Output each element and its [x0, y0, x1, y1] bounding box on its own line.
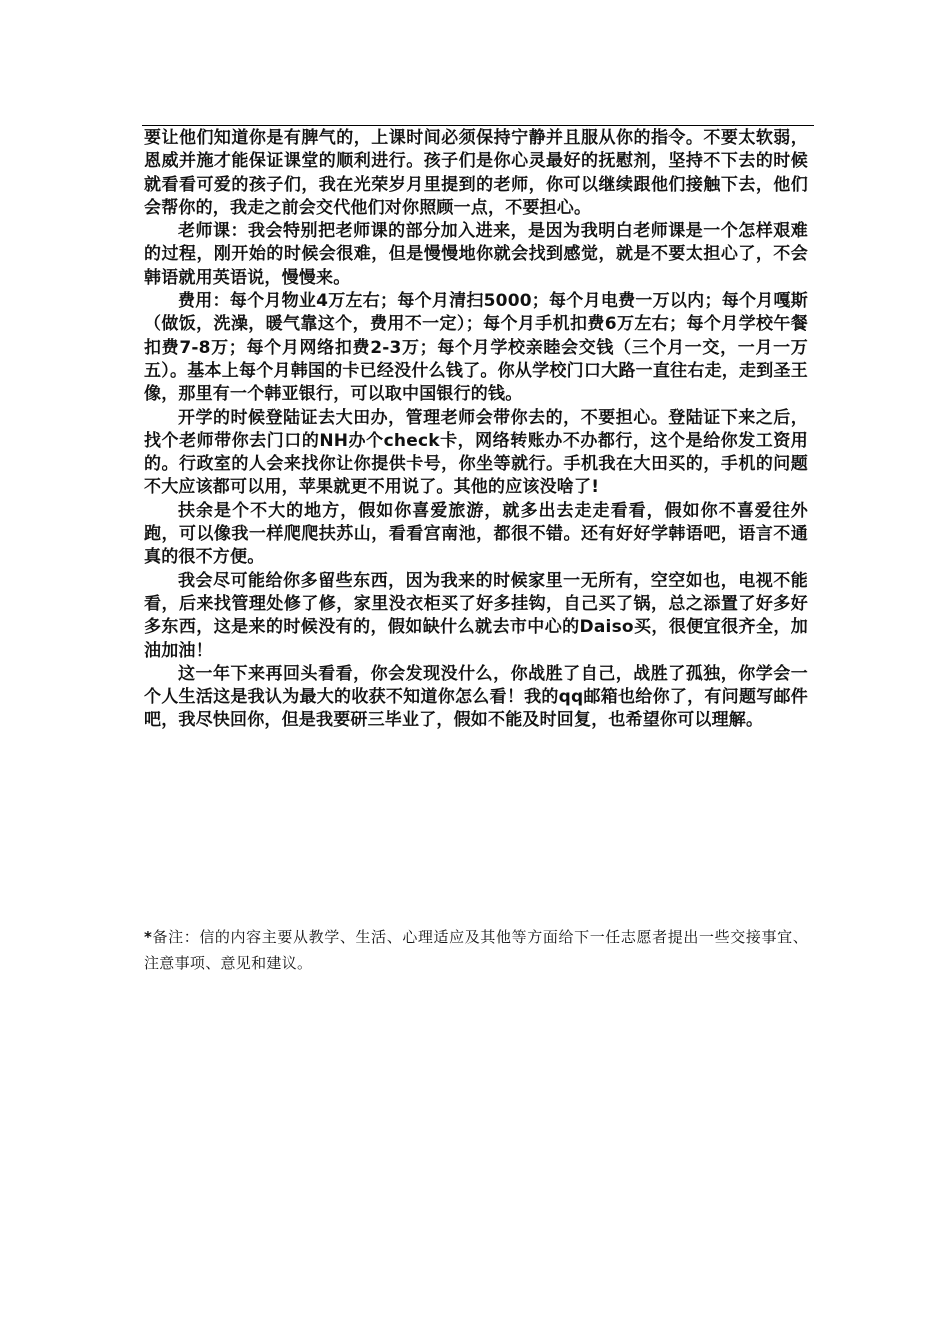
paragraph-closing: 这一年下来再回头看看，你会发现没什么，你战胜了自己，战胜了孤独，你学会一个人生活这是我认为最大的收获不知道你怎么看！我的qq邮箱也给你了，有问题写邮件吧，我尽快回你，但是我要研三毕业了，假如不能及时回复，也希望你可以理解。: [144, 663, 808, 731]
paragraph-discipline: 要让他们知道你是有脾气的，上课时间必须保持宁静并且服从你的指令。不要太软弱，恩威并施才能保证课堂的顺利进行。孩子们是你心灵最好的抚慰剂，坚持不下去的时候就看看可爱的孩子们，我在光荣岁月里提到的老师，你可以继续跟他们接触下去，他们会帮你的，我走之前会交代他们对你照顾一点，不要担心。: [144, 128, 808, 218]
letter-body: [144, 127, 808, 733]
paragraph-registration: 开学的时候登陆证去大田办，管理老师会带你去的，不要担心。登陆证下来之后，找个老师带你去门口的NH办个check卡，网络转账办不办都行，这个是给你发工资用的。行政室的人会来找你让你提供卡号，你坐等就行。手机我在大田买的，手机的问题不大应该都可以用，苹果就更不用说了。其他的应该没啥了!: [144, 407, 808, 498]
paragraph-travel: 扶余是个不大的地方，假如你喜爱旅游，就多出去走走看看，假如你不喜爱往外跑，可以像我一样爬爬扶苏山，看看宫南池，都很不错。还有好好学韩语吧，语言不通真的很不方便。: [144, 500, 808, 568]
footnote-asterisk: *: [144, 928, 153, 946]
header-rule: [142, 125, 814, 126]
paragraph-belongings: 我会尽可能给你多留些东西，因为我来的时候家里一无所有，空空如也，电视不能看，后来找管理处修了修，家里没衣柜买了好多挂钩，自己买了锅，总之添置了好多好多东西，这是来的时候没有的，假如缺什么就去市中心的Daiso买，很便宜很齐全，加油加油！: [144, 570, 808, 661]
paragraph-expenses: 费用：每个月物业4万左右；每个月清扫5000；每个月电费一万以内；每个月嘎斯（做饭，洗澡，暖气靠这个，费用不一定）；每个月手机扣费6万左右；每个月学校午餐扣费7-8万；每个月网络扣费2-3万；每个月学校亲睦会交钱（三个月一交，一月一万五）。基本上每个月韩国的卡已经没什么钱了。你从学校门口大路一直往右走，走到圣王像，那里有一个韩亚银行，可以取中国银行的钱。: [144, 291, 808, 405]
footnote-text: 备注：信的内容主要从教学、生活、心理适应及其他等方面给下一任志愿者提出一些交接事宜、注意事项、意见和建议。: [144, 928, 808, 972]
footnote: [144, 924, 808, 976]
paragraph-teacher-class: 老师课：我会特别把老师课的部分加入进来，是因为我明白老师课是一个怎样艰难的过程，刚开始的时候会很难，但是慢慢地你就会找到感觉，就是不要太担心了，不会韩语就用英语说，慢慢来。: [144, 221, 808, 288]
